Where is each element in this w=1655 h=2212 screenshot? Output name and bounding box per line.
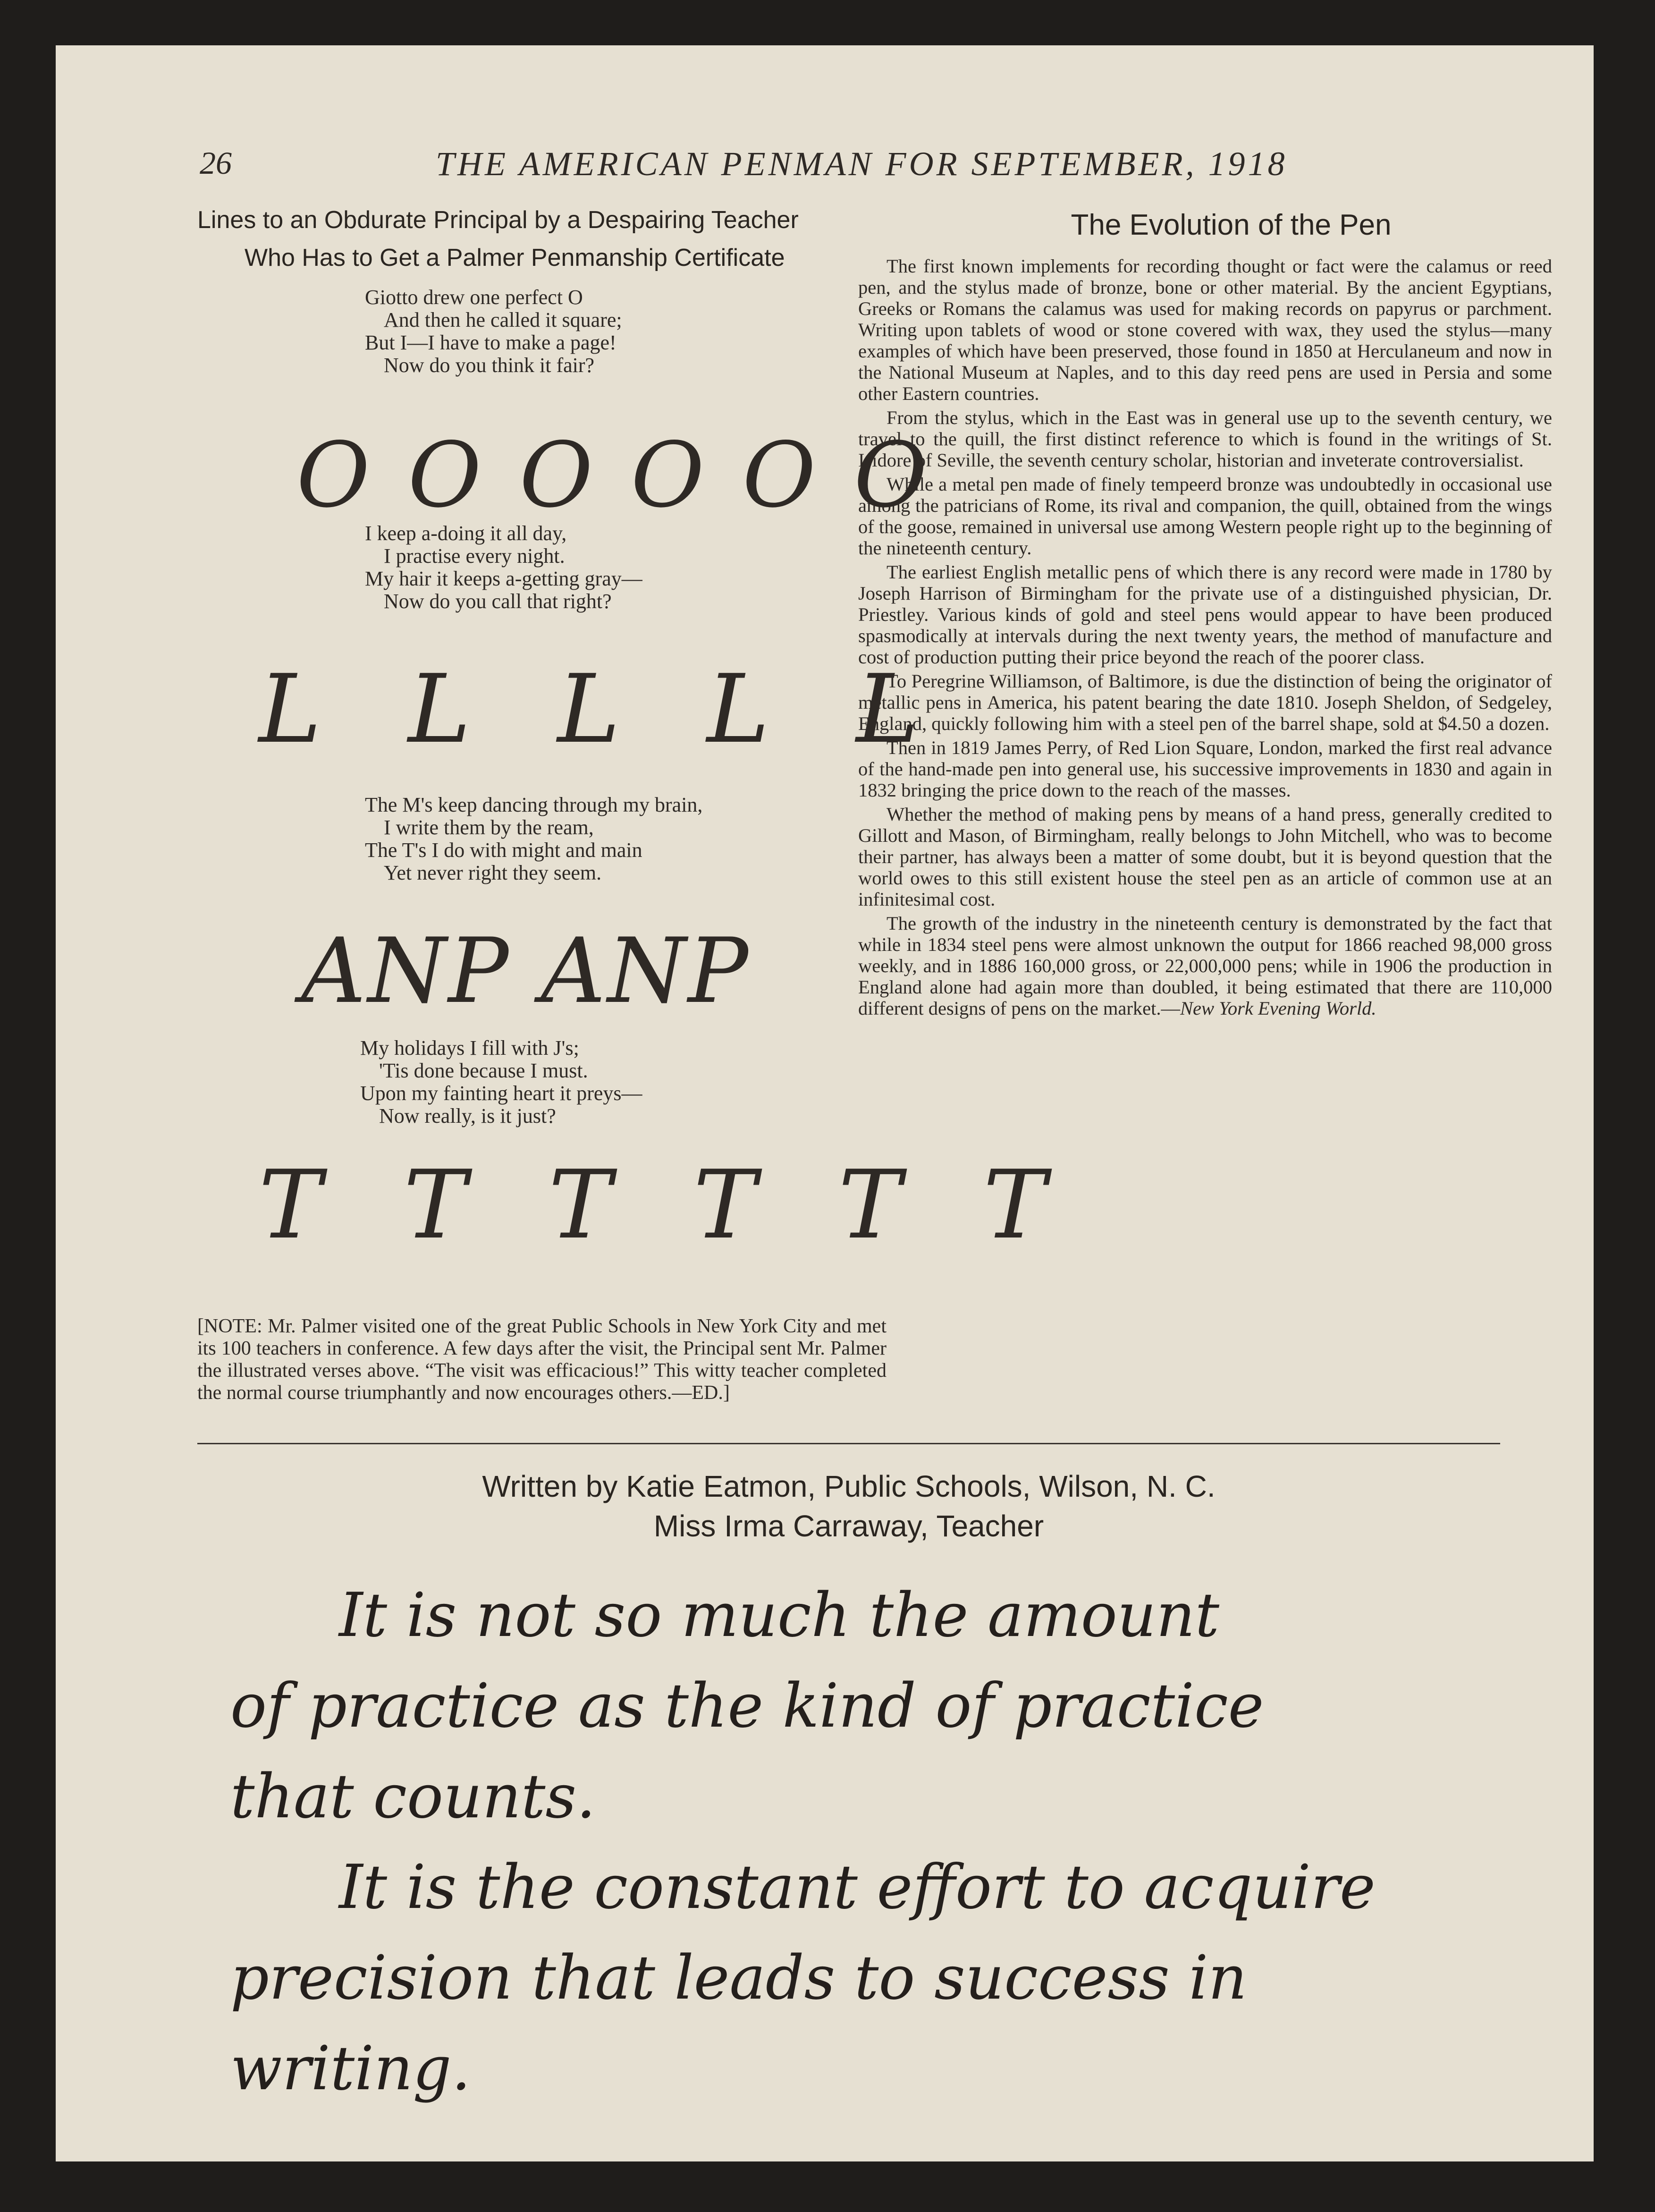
poem-title	[197, 201, 882, 277]
section-divider	[197, 1443, 1500, 1444]
stanza-line: My holidays I fill with J's;	[360, 1036, 579, 1059]
stanza-line: Yet never right they seem.	[384, 861, 602, 884]
script-specimen-t: T T T T T T	[259, 1150, 1072, 1260]
article-source: New York Evening World.	[1180, 998, 1376, 1019]
article-paragraph-text: The growth of the industry in the nineteenth century is demonstrated by the fact that while in 1834 steel pens were almost unknown the output for 1866 reached 98,000 gross weekly, and in 1886 160,000 gross, or 22,000,000 pens; while in 1906 the production in England alone had again more than doubled, it being estimated that there are 110,000 different designs of pens on the market.—	[858, 913, 1552, 1019]
journal-title: THE AMERICAN PENMAN FOR SEPTEMBER, 1918	[436, 145, 1288, 183]
article-body	[858, 255, 1552, 1022]
poem-title-line-1: Lines to an Obdurate Principal by a Despairing Teacher	[197, 206, 799, 234]
handwriting-specimen	[230, 1570, 1547, 2114]
article-paragraph: From the stylus, which in the East was in general use up to the seventh century, we travel to the quill, the first distinct reference to which is found in the writings of St. Isidore of Seville, the seventh century scholar, historian and inveterate controversialist.	[858, 407, 1552, 471]
specimen-credit-line-1: Written by Katie Eatmon, Public Schools, Wilson, N. C.	[482, 1469, 1216, 1503]
poem-stanza-4	[360, 1037, 832, 1127]
stanza-line: But I—I have to make a page!	[365, 331, 616, 354]
script-specimen-anp: ANP ANP	[301, 919, 751, 1023]
poem-stanza-3	[365, 794, 861, 884]
script-specimen-o: O O O O O O	[296, 423, 932, 527]
stanza-line: 'Tis done because I must.	[379, 1059, 588, 1082]
stanza-line: And then he called it square;	[384, 308, 622, 331]
poem-stanza-2	[365, 522, 790, 613]
article-paragraph: Whether the method of making pens by means of a hand press, generally credited to Gillott and Mason, of Birmingham, really belongs to John Mitchell, who was to become their partner, has always been a matter of some doubt, but it is beyond question that the world owes to this still existent house the steel pen as an article of common use at an infinitesimal cost.	[858, 804, 1552, 910]
article-paragraph: While a metal pen made of finely tempeerd bronze was undoubtedly in occasional use among the patricians of Rome, its rival and companion, the quill, obtained from the wings of the goose, remained in universal use among Western people right up to the beginning of the nineteenth century.	[858, 474, 1552, 559]
page-header	[200, 144, 1512, 201]
script-specimen-l: L L L L L	[259, 654, 947, 764]
stanza-line: Now do you think it fair?	[384, 354, 595, 377]
stanza-line: Now do you call that right?	[384, 590, 612, 613]
stanza-line: I write them by the ream,	[384, 816, 594, 839]
stanza-line: My hair it keeps a-getting gray—	[365, 567, 642, 590]
stanza-line: I keep a-doing it all day,	[365, 522, 567, 545]
stanza-line: The T's I do with might and main	[365, 839, 642, 862]
article-paragraph: The first known implements for recording thought or fact were the calamus or reed pen, and the stylus made of bronze, bone or other material. By the ancient Egyptians, Greeks or Romans the calamus was used for making records on papyrus or parchment. Writing upon tablets of wood or stone covered with wax, they used the stylus—many examples of which have been preserved, those found in 1850 at Herculaneum and now in the National Museum at Naples, and to this day reed pens are used in Persia and some other Eastern countries.	[858, 255, 1552, 404]
stanza-line: Giotto drew one perfect O	[365, 286, 583, 309]
stanza-line: I practise every night.	[384, 544, 565, 568]
stanza-line: The M's keep dancing through my brain,	[365, 793, 703, 816]
page-number: 26	[200, 145, 232, 181]
poem-stanza-1	[365, 286, 790, 377]
magazine-page	[56, 45, 1594, 2161]
poem-title-line-2: Who Has to Get a Palmer Penmanship Certificate	[245, 244, 785, 271]
handwriting-line: precision that leads to success in	[230, 1943, 1247, 2013]
handwriting-line: writing.	[230, 2034, 471, 2104]
handwriting-line: It is the constant effort to acquire	[339, 1852, 1376, 1923]
specimen-credit-line-2: Miss Irma Carraway, Teacher	[653, 1509, 1044, 1543]
handwriting-line: that counts.	[230, 1762, 596, 1832]
stanza-line: Now really, is it just?	[379, 1104, 556, 1127]
stanza-line: Upon my fainting heart it preys—	[360, 1082, 642, 1105]
handwriting-line: It is not so much the amount	[339, 1580, 1220, 1651]
specimen-credit	[197, 1466, 1500, 1546]
editor-note: [NOTE: Mr. Palmer visited one of the great Public Schools in New York City and met its 100 teachers in conference. A few days after the visit, the Principal sent Mr. Palmer the illustrated verses above. “The visit was efficacious!” This witty teacher completed the normal course triumphantly and now encourages others.—ED.]	[197, 1315, 887, 1404]
handwriting-line: of practice as the kind of practice	[230, 1671, 1264, 1741]
article-paragraph: The earliest English metallic pens of which there is any record were made in 1780 by Joseph Harrison of Birmingham for the private use of a distinguished physician, Dr. Priestley. Various kinds of gold and steel pens would appear to have been produced spasmodically at intervals during the next twenty years, the method of manufacture and cost of production putting their price beyond the reach of the poorer class.	[858, 561, 1552, 668]
article-paragraph: To Peregrine Williamson, of Baltimore, is due the distinction of being the originator of metallic pens in America, his patent bearing the date 1810. Joseph Sheldon, of Sedgeley, England, quickly following him with a steel pen of the barrel shape, sold at $4.50 a dozen.	[858, 670, 1552, 734]
article-paragraph-last	[858, 913, 1552, 1019]
article-paragraph: Then in 1819 James Perry, of Red Lion Square, London, marked the first real advance of the hand-made pen into general use, his successive improvements in 1830 and again in 1832 bringing the price down to the reach of the masses.	[858, 737, 1552, 801]
article-title: The Evolution of the Pen	[1071, 209, 1392, 241]
